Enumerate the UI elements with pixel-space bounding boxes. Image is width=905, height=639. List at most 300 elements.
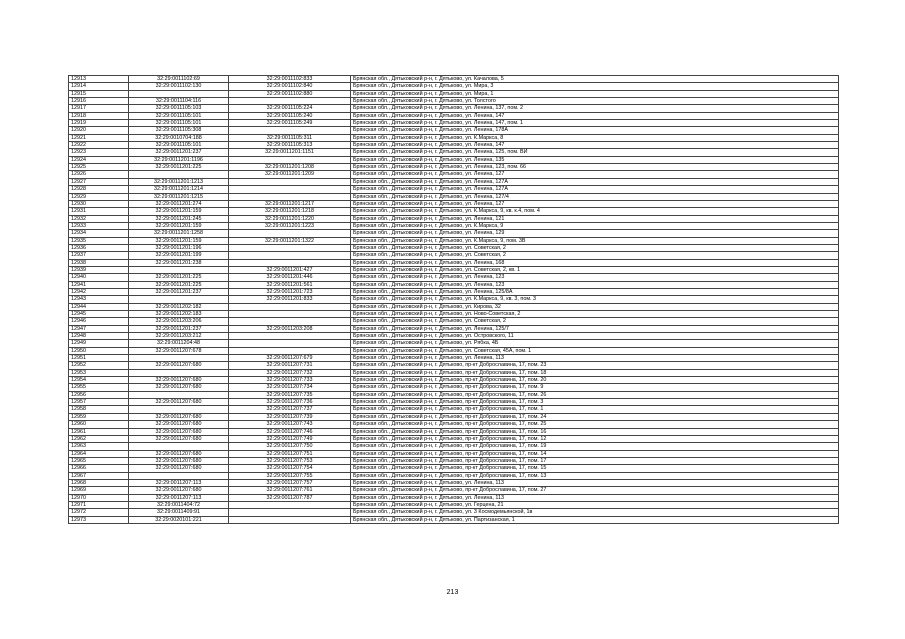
parcel-number-cell: 32:29:0011201:1258 [129,230,229,237]
table-row [69,171,839,178]
object-number-cell: 32:29:0011207:735 [229,391,351,398]
address-cell: Брянская обл., Дятьковский р-н, г. Дятьково, ул. Мира, 3 [351,83,839,90]
row-number-cell: 12965 [69,457,129,464]
parcel-number-cell: 32:29:0011201:159 [129,237,229,244]
parcel-number-cell: 32:29:0011207:680 [129,413,229,420]
row-number-cell: 12926 [69,171,129,178]
table-row [69,501,839,508]
object-number-cell: 32:29:0011207:746 [229,428,351,435]
table-row [69,222,839,229]
object-number-cell: 32:29:0011105:224 [229,105,351,112]
row-number-cell: 12943 [69,296,129,303]
address-cell: Брянская обл., Дятьковский р-н, г. Дятьково, пр-кт Доброславина, 17, пом. 3 [351,399,839,406]
table-row [69,465,839,472]
table-row [69,391,839,398]
object-number-cell: 32:29:0011201:1322 [229,237,351,244]
object-number-cell: 32:29:0011207:755 [229,472,351,479]
row-number-cell: 12951 [69,355,129,362]
row-number-cell: 12940 [69,274,129,281]
row-number-cell: 12929 [69,193,129,200]
parcel-number-cell: 32:29:0011201:196 [129,244,229,251]
object-number-cell: 32:29:0011207:751 [229,450,351,457]
address-cell: Брянская обл., Дятьковский р-н, г. Дятьково, ул. Ленина, 147 [351,112,839,119]
row-number-cell: 12973 [69,516,129,523]
parcel-number-cell [129,391,229,398]
table-row [69,428,839,435]
row-number-cell: 12953 [69,369,129,376]
table-row [69,318,839,325]
object-number-cell: 32:29:0011105:311 [229,134,351,141]
object-number-cell: 32:29:0011203:208 [229,325,351,332]
object-number-cell [229,193,351,200]
row-number-cell: 12954 [69,377,129,384]
address-cell: Брянская обл., Дятьковский р-н, г. Дятьково, ул. Ленина, 129 [351,230,839,237]
row-number-cell: 12913 [69,76,129,83]
object-number-cell: 32:29:0011201:427 [229,266,351,273]
row-number-cell: 12925 [69,164,129,171]
table-row [69,333,839,340]
parcel-number-cell [129,472,229,479]
address-cell: Брянская обл., Дятьковский р-н, г. Дятьково, ул. Ленина, 125/8А [351,288,839,295]
parcel-number-cell: 32:29:0011207:680 [129,428,229,435]
object-number-cell [229,318,351,325]
object-number-cell: 32:29:0011105:240 [229,112,351,119]
table-row [69,186,839,193]
parcel-number-cell: 32:29:0011201:159 [129,222,229,229]
parcel-number-cell [129,406,229,413]
row-number-cell: 12955 [69,384,129,391]
parcel-number-cell: 32:29:0011105:101 [129,120,229,127]
table-row [69,193,839,200]
table-row [69,435,839,442]
parcel-number-cell: 32:29:0011105:103 [129,105,229,112]
row-number-cell: 12920 [69,127,129,134]
parcel-number-cell: 32:29:0011102:69 [129,76,229,83]
object-number-cell [229,252,351,259]
row-number-cell: 12922 [69,142,129,149]
row-number-cell: 12923 [69,149,129,156]
object-number-cell: 32:29:0011105:249 [229,120,351,127]
parcel-number-cell: 32:29:0011201:225 [129,274,229,281]
row-number-cell: 12930 [69,200,129,207]
table-row [69,472,839,479]
parcel-number-cell: 32:29:0011404:72 [129,501,229,508]
address-cell: Брянская обл., Дятьковский р-н, г. Дятьково, ул. 3 Космодемьянской, 1в [351,509,839,516]
address-cell: Брянская обл., Дятьковский р-н, г. Дятьково, ул. К.Маркса, 8 [351,134,839,141]
row-number-cell: 12958 [69,406,129,413]
table-row [69,230,839,237]
table-row [69,494,839,501]
row-number-cell: 12964 [69,450,129,457]
address-cell: Брянская обл., Дятьковский р-н, г. Дятьково, пр-кт Доброславина, 17, пом. 14 [351,450,839,457]
address-cell: Брянская обл., Дятьковский р-н, г. Дятьково, пр-кт Доброславина, 17, пом. 19 [351,443,839,450]
row-number-cell: 12924 [69,156,129,163]
row-number-cell: 12936 [69,244,129,251]
row-number-cell: 12918 [69,112,129,119]
address-cell: Брянская обл., Дятьковский р-н, г. Дятьково, ул. Качалова, 5 [351,76,839,83]
row-number-cell: 12950 [69,347,129,354]
table-row [69,457,839,464]
row-number-cell: 12933 [69,222,129,229]
object-number-cell: 32:29:0011207:753 [229,457,351,464]
address-cell: Брянская обл., Дятьковский р-н, г. Дятьково, ул. Ленина, 168 [351,259,839,266]
address-cell: Брянская обл., Дятьковский р-н, г. Дятьково, пр-кт Доброславина, 17, пом. 17 [351,457,839,464]
table-row [69,200,839,207]
row-number-cell: 12970 [69,494,129,501]
table-row [69,369,839,376]
parcel-number-cell: 32:29:0011201:237 [129,325,229,332]
table-row [69,83,839,90]
table-row [69,377,839,384]
table-row [69,384,839,391]
object-number-cell: 32:29:0011207:732 [229,369,351,376]
address-cell: Брянская обл., Дятьковский р-н, г. Дятьково, ул. Ленина, 127/4 [351,193,839,200]
parcel-number-cell: 32:29:0011207:113 [129,479,229,486]
parcel-number-cell: 32:29:0011207:680 [129,384,229,391]
table-row [69,399,839,406]
row-number-cell: 12963 [69,443,129,450]
parcel-number-cell [129,171,229,178]
table-row [69,98,839,105]
object-number-cell: 32:29:0011207:787 [229,494,351,501]
table-row [69,303,839,310]
parcel-number-cell: 32:29:0011207:680 [129,362,229,369]
address-cell: Брянская обл., Дятьковский р-н, г. Дятьково, ул. Партизанская, 1 [351,516,839,523]
row-number-cell: 12919 [69,120,129,127]
parcel-number-cell: 32:29:0011201:225 [129,164,229,171]
parcel-number-cell: 32:29:0011203:206 [129,318,229,325]
table-row [69,355,839,362]
address-cell: Брянская обл., Дятьковский р-н, г. Дятьково, ул. К.Маркса, 9, пом. 3В [351,237,839,244]
address-cell: Брянская обл., Дятьковский р-н, г. Дятьково, ул. Ново-Советская, 2 [351,311,839,318]
object-number-cell: 32:29:0011207:736 [229,399,351,406]
row-number-cell: 12934 [69,230,129,237]
object-number-cell [229,186,351,193]
parcel-number-cell: 32:29:0011201:1213 [129,178,229,185]
table-row [69,76,839,83]
parcel-number-cell: 32:29:0011203:212 [129,333,229,340]
table-row [69,127,839,134]
address-cell: Брянская обл., Дятьковский р-н, г. Дятьково, ул. Ленина, 123 [351,274,839,281]
object-number-cell: 32:29:0011207:734 [229,384,351,391]
table-row [69,156,839,163]
parcel-number-cell: 32:29:0011105:101 [129,142,229,149]
address-cell: Брянская обл., Дятьковский р-н, г. Дятьково, ул. Герцена, 21 [351,501,839,508]
object-number-cell [229,230,351,237]
object-number-cell [229,178,351,185]
address-cell: Брянская обл., Дятьковский р-н, г. Дятьково, ул. Ленина, 121 [351,215,839,222]
parcel-number-cell: 32:29:0010704:188 [129,134,229,141]
address-cell: Брянская обл., Дятьковский р-н, г. Дятьково, ул. Ленина, 147, пом. 1 [351,120,839,127]
address-cell: Брянская обл., Дятьковский р-н, г. Дятьково, ул. Ленина, 178А [351,127,839,134]
address-cell: Брянская обл., Дятьковский р-н, г. Дятьково, ул. Советская, 2 [351,252,839,259]
address-cell: Брянская обл., Дятьковский р-н, г. Дятьково, ул. Ленина, 123 [351,281,839,288]
parcel-number-cell: 32:29:0011201:245 [129,215,229,222]
address-cell: Брянская обл., Дятьковский р-н, г. Дятьково, пр-кт Доброславина, 17, пом. 13 [351,472,839,479]
table-row [69,281,839,288]
row-number-cell: 12914 [69,83,129,90]
address-cell: Брянская обл., Дятьковский р-н, г. Дятьково, пр-кт Доброславина, 17, пом. 1 [351,406,839,413]
row-number-cell: 12948 [69,333,129,340]
parcel-number-cell: 32:29:0011201:1196 [129,156,229,163]
address-cell: Брянская обл., Дятьковский р-н, г. Дятьково, ул. Островского, 11 [351,333,839,340]
table-row [69,105,839,112]
parcel-number-cell: 32:29:0011201:237 [129,149,229,156]
row-number-cell: 12957 [69,399,129,406]
object-number-cell [229,244,351,251]
address-cell: Брянская обл., Дятьковский р-н, г. Дятьково, ул. Советская, 2, кв. 1 [351,266,839,273]
object-number-cell: 32:29:0011105:313 [229,142,351,149]
table-row [69,237,839,244]
address-cell: Брянская обл., Дятьковский р-н, г. Дятьково, ул. Ленина, 137, пом. 2 [351,105,839,112]
row-number-cell: 12972 [69,509,129,516]
table-row [69,208,839,215]
address-cell: Брянская обл., Дятьковский р-н, г. Дятьково, пр-кт Доброславина, 17, пом. 24 [351,413,839,420]
parcel-number-cell: 32:29:0011201:1214 [129,186,229,193]
row-number-cell: 12962 [69,435,129,442]
row-number-cell: 12942 [69,288,129,295]
row-number-cell: 12921 [69,134,129,141]
row-number-cell: 12961 [69,428,129,435]
address-cell: Брянская обл., Дятьковский р-н, г. Дятьково, ул. Кирова, 32 [351,303,839,310]
table-row [69,413,839,420]
table-row [69,120,839,127]
object-number-cell: 32:29:0011207:739 [229,413,351,420]
table-row [69,274,839,281]
parcel-number-cell: 32:29:0011201:238 [129,259,229,266]
address-cell: Брянская обл., Дятьковский р-н, г. Дятьково, ул. Ленина, 127А [351,186,839,193]
parcel-number-cell: 32:29:0011102:130 [129,83,229,90]
parcel-number-cell: 32:29:0011201:237 [129,288,229,295]
table-row [69,252,839,259]
row-number-cell: 12917 [69,105,129,112]
object-number-cell: 32:29:0011201:1209 [229,171,351,178]
object-number-cell: 32:29:0011207:754 [229,465,351,472]
object-number-cell: 32:29:0011201:446 [229,274,351,281]
object-number-cell: 32:29:0011201:1151 [229,149,351,156]
row-number-cell: 12947 [69,325,129,332]
address-cell: Брянская обл., Дятьковский р-н, г. Дятьково, ул. Советская, 2 [351,244,839,251]
row-number-cell: 12938 [69,259,129,266]
parcel-number-cell [129,443,229,450]
address-cell: Брянская обл., Дятьковский р-н, г. Дятьково, ул. Ленина, 123, пом. 66 [351,164,839,171]
row-number-cell: 12935 [69,237,129,244]
address-cell: Брянская обл., Дятьковский р-н, г. Дятьково, пр-кт Доброславина, 17, пом. 18 [351,369,839,376]
row-number-cell: 12941 [69,281,129,288]
parcel-number-cell: 32:29:0011207:680 [129,377,229,384]
address-cell: Брянская обл., Дятьковский р-н, г. Дятьково, ул. К.Маркса, 9, кв. к.4, пом. 4 [351,208,839,215]
table-row [69,406,839,413]
address-cell: Брянская обл., Дятьковский р-н, г. Дятьково, ул. Ленина, 127А [351,178,839,185]
row-number-cell: 12916 [69,98,129,105]
row-number-cell: 12932 [69,215,129,222]
table-row [69,142,839,149]
row-number-cell: 12966 [69,465,129,472]
object-number-cell [229,333,351,340]
object-number-cell: 32:29:0011201:1217 [229,200,351,207]
row-number-cell: 12959 [69,413,129,420]
table-row [69,149,839,156]
object-number-cell: 32:29:0011207:737 [229,406,351,413]
object-number-cell: 32:29:0011201:1220 [229,215,351,222]
row-number-cell: 12967 [69,472,129,479]
table-row [69,90,839,97]
object-number-cell: 32:29:0011207:731 [229,362,351,369]
row-number-cell: 12931 [69,208,129,215]
table-row [69,443,839,450]
address-cell: Брянская обл., Дятьковский р-н, г. Дятьково, ул. Советская, 2 [351,318,839,325]
parcel-number-cell [129,355,229,362]
table-row [69,421,839,428]
object-number-cell [229,98,351,105]
object-number-cell [229,127,351,134]
parcel-number-cell: 32:29:0011207:680 [129,399,229,406]
object-number-cell [229,340,351,347]
object-number-cell [229,516,351,523]
row-number-cell: 12969 [69,487,129,494]
table-row [69,259,839,266]
table-row [69,288,839,295]
address-cell: Брянская обл., Дятьковский р-н, г. Дятьково, пр-кт Доброславина, 17, пом. 27 [351,487,839,494]
address-cell: Брянская обл., Дятьковский р-н, г. Дятьково, ул. Ленина, 125/7 [351,325,839,332]
table-row [69,311,839,318]
row-number-cell: 12960 [69,421,129,428]
address-cell: Брянская обл., Дятьковский р-н, г. Дятьково, ул. Толстого [351,98,839,105]
object-number-cell: 32:29:0011207:679 [229,355,351,362]
parcel-number-cell: 32:29:0011207:678 [129,347,229,354]
row-number-cell: 12937 [69,252,129,259]
object-number-cell [229,303,351,310]
object-number-cell [229,347,351,354]
address-cell: Брянская обл., Дятьковский р-н, г. Дятьково, ул. К.Маркса, 9, кв. 3, пом. 3 [351,296,839,303]
address-cell: Брянская обл., Дятьковский р-н, г. Дятьково, пр-кт Доброславина, 17, пом. 9 [351,384,839,391]
parcel-number-cell: 32:29:0020101:221 [129,516,229,523]
object-number-cell: 32:29:0011201:723 [229,288,351,295]
address-cell: Брянская обл., Дятьковский р-н, г. Дятьково, ул. Ленина, 127 [351,171,839,178]
address-cell: Брянская обл., Дятьковский р-н, г. Дятьково, пр-кт Доброславина, 17, пом. 25 [351,421,839,428]
table-row [69,325,839,332]
registry-table-body [69,76,839,524]
row-number-cell: 12939 [69,266,129,273]
parcel-number-cell: 32:29:0011201:159 [129,208,229,215]
parcel-number-cell [129,296,229,303]
table-row [69,450,839,457]
parcel-number-cell [129,369,229,376]
parcel-number-cell: 32:29:0011207:680 [129,487,229,494]
row-number-cell: 12928 [69,186,129,193]
address-cell: Брянская обл., Дятьковский р-н, г. Дятьково, ул. К.Маркса, 9 [351,222,839,229]
row-number-cell: 12915 [69,90,129,97]
parcel-number-cell: 32:29:0011204:48 [129,340,229,347]
object-number-cell [229,501,351,508]
table-row [69,178,839,185]
object-number-cell: 32:29:0011207:750 [229,443,351,450]
parcel-number-cell: 32:29:0011201:199 [129,252,229,259]
parcel-number-cell: 32:29:0011201:274 [129,200,229,207]
object-number-cell: 32:29:0011207:757 [229,479,351,486]
table-row [69,215,839,222]
row-number-cell: 12927 [69,178,129,185]
object-number-cell [229,259,351,266]
row-number-cell: 12952 [69,362,129,369]
row-number-cell: 12945 [69,311,129,318]
parcel-number-cell: 32:29:0011105:308 [129,127,229,134]
table-row [69,362,839,369]
table-row [69,516,839,523]
table-row [69,266,839,273]
address-cell: Брянская обл., Дятьковский р-н, г. Дятьково, пр-кт Доброславина, 17, пом. 20 [351,377,839,384]
parcel-number-cell: 32:29:0011105:101 [129,112,229,119]
parcel-number-cell: 32:29:0011207:113 [129,494,229,501]
row-number-cell: 12956 [69,391,129,398]
object-number-cell: 32:29:0011102:880 [229,90,351,97]
parcel-number-cell: 32:29:0011207:680 [129,450,229,457]
table-row [69,134,839,141]
table-row [69,487,839,494]
table-row [69,296,839,303]
address-cell: Брянская обл., Дятьковский р-н, г. Дятьково, пр-кт Доброславина, 17, пом. 15 [351,465,839,472]
table-row [69,340,839,347]
address-cell: Брянская обл., Дятьковский р-н, г. Дятьково, ул. Ленина, 113 [351,355,839,362]
object-number-cell: 32:29:0011201:1208 [229,164,351,171]
row-number-cell: 12971 [69,501,129,508]
address-cell: Брянская обл., Дятьковский р-н, г. Дятьково, ул. Ленина, 113 [351,479,839,486]
parcel-number-cell: 32:29:0011207:680 [129,421,229,428]
address-cell: Брянская обл., Дятьковский р-н, г. Дятьково, пр-кт Доброславина, 17, пом. 26 [351,391,839,398]
parcel-number-cell: 32:29:0011207:680 [129,465,229,472]
address-cell: Брянская обл., Дятьковский р-н, г. Дятьково, пр-кт Доброславина, 17, пом. 16 [351,428,839,435]
object-number-cell: 32:29:0011207:761 [229,487,351,494]
object-number-cell: 32:29:0011201:1218 [229,208,351,215]
row-number-cell: 12968 [69,479,129,486]
registry-table [68,75,839,524]
address-cell: Брянская обл., Дятьковский р-н, г. Дятьково, ул. Ленина, 135 [351,156,839,163]
address-cell: Брянская обл., Дятьковский р-н, г. Дятьково, ул. Советская, 45А, пом. 1 [351,347,839,354]
object-number-cell: 32:29:0011201:833 [229,296,351,303]
object-number-cell: 32:29:0011102:833 [229,76,351,83]
parcel-number-cell: 32:29:0011409:91 [129,509,229,516]
parcel-number-cell: 32:29:0011202:183 [129,311,229,318]
parcel-number-cell: 32:29:0011104:116 [129,98,229,105]
parcel-number-cell: 32:29:0011207:680 [129,457,229,464]
row-number-cell: 12946 [69,318,129,325]
object-number-cell [229,156,351,163]
object-number-cell: 32:29:0011201:1223 [229,222,351,229]
address-cell: Брянская обл., Дятьковский р-н, г. Дятьково, ул. Ленина, 113 [351,494,839,501]
object-number-cell: 32:29:0011201:561 [229,281,351,288]
table-row [69,112,839,119]
table-row [69,509,839,516]
row-number-cell: 12949 [69,340,129,347]
object-number-cell: 32:29:0011207:733 [229,377,351,384]
row-number-cell: 12944 [69,303,129,310]
parcel-number-cell: 32:29:0011201:1215 [129,193,229,200]
table-row [69,479,839,486]
address-cell: Брянская обл., Дятьковский р-н, г. Дятьково, пр-кт Доброславина, 17, пом. 12 [351,435,839,442]
table-row [69,347,839,354]
object-number-cell [229,509,351,516]
parcel-number-cell [129,90,229,97]
parcel-number-cell: 32:29:0011207:680 [129,435,229,442]
address-cell: Брянская обл., Дятьковский р-н, г. Дятьково, ул. Мира, 1 [351,90,839,97]
table-row [69,244,839,251]
object-number-cell [229,311,351,318]
address-cell: Брянская обл., Дятьковский р-н, г. Дятьково, ул. Ленина, 127 [351,200,839,207]
address-cell: Брянская обл., Дятьковский р-н, г. Дятьково, ул. Рябка, 4Б [351,340,839,347]
object-number-cell: 32:29:0011207:743 [229,421,351,428]
page-number: 213 [446,589,459,596]
table-row [69,164,839,171]
